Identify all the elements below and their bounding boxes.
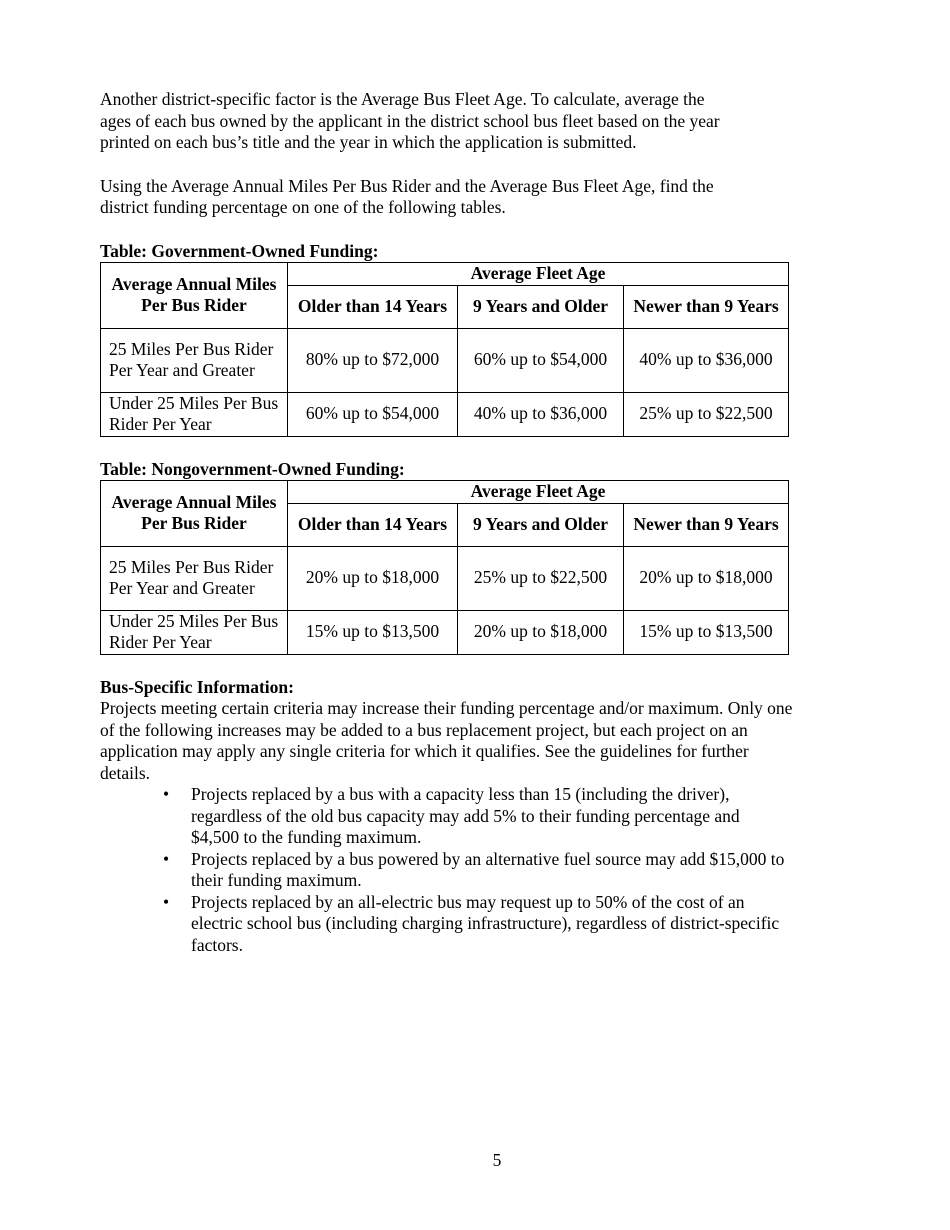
column-header: Older than 14 Years: [288, 285, 458, 328]
table-row: [101, 546, 789, 610]
row-label: 25 Miles Per Bus Rider Per Year and Greater: [101, 328, 288, 392]
row-header: Average Annual Miles Per Bus Rider: [101, 263, 288, 329]
table-cell: 80% up to $72,000: [288, 328, 458, 392]
table-cell: 40% up to $36,000: [624, 328, 789, 392]
table-cell: 20% up to $18,000: [458, 610, 624, 654]
table-cell: 15% up to $13,500: [288, 610, 458, 654]
column-header: 9 Years and Older: [458, 285, 624, 328]
list-item-text: Projects replaced by an all-electric bus may request up to 50% of the cost of an electric school bus (including charging infrastructure), regardless of district-specific factors.: [191, 891, 780, 955]
criteria-list: [100, 784, 800, 956]
bullet-icon: •: [163, 784, 170, 804]
table-cell: 60% up to $54,000: [288, 392, 458, 436]
group-header-fleet-age: Average Fleet Age: [288, 481, 789, 504]
table-cell: 25% up to $22,500: [458, 546, 624, 610]
column-header: Newer than 9 Years: [624, 503, 789, 546]
list-item-text: Projects replaced by a bus powered by an alternative fuel source may add $15,000 to their funding maximum.: [191, 848, 785, 890]
table-title-government: Table: Government-Owned Funding:: [100, 240, 379, 261]
column-header: Older than 14 Years: [288, 503, 458, 546]
bullet-icon: •: [163, 848, 170, 869]
group-header-fleet-age: Average Fleet Age: [288, 263, 789, 286]
row-label: 25 Miles Per Bus Rider Per Year and Greater: [101, 546, 288, 610]
table-cell: 60% up to $54,000: [458, 328, 624, 392]
table-cell: 15% up to $13,500: [624, 610, 789, 654]
table-title-nongovernment: Table: Nongovernment-Owned Funding:: [100, 458, 405, 479]
list-item: [100, 849, 791, 892]
bullet-icon: •: [163, 891, 170, 912]
nongovernment-funding-table: [100, 480, 789, 655]
row-label: Under 25 Miles Per Bus Rider Per Year: [101, 392, 288, 436]
column-header: 9 Years and Older: [458, 503, 624, 546]
page-number: 5: [492, 1150, 502, 1170]
government-funding-table: [100, 262, 789, 437]
table-cell: 25% up to $22,500: [624, 392, 789, 436]
section-heading-bus-specific: Bus-Specific Information:: [100, 676, 294, 697]
table-cell: 20% up to $18,000: [288, 546, 458, 610]
intro-paragraph-funding-lookup: Using the Average Annual Miles Per Bus Rider and the Average Bus Fleet Age, find the district funding percentage on one of the following tables.: [100, 175, 714, 217]
bus-specific-paragraph: Projects meeting certain criteria may increase their funding percentage and/or maximum. Only one of the following increases may be added to a bus replacement project, but each project on an application may apply any single criteria for which it qualifies. See the guidelines for further details.: [100, 698, 793, 783]
table-row: [101, 328, 789, 392]
row-label: Under 25 Miles Per Bus Rider Per Year: [101, 610, 288, 654]
table-row: [101, 392, 789, 436]
table-cell: 20% up to $18,000: [624, 546, 789, 610]
column-header: Newer than 9 Years: [624, 285, 789, 328]
row-header: Average Annual Miles Per Bus Rider: [101, 481, 288, 547]
list-item: [100, 892, 791, 957]
list-item-text: Projects replaced by a bus with a capacity less than 15 (including the driver), regardless of the old bus capacity may add 5% to their funding percentage and $4,500 to the funding maximum.: [191, 784, 740, 847]
table-cell: 40% up to $36,000: [458, 392, 624, 436]
document-page: [100, 89, 800, 956]
table-row: [101, 610, 789, 654]
list-item: [100, 784, 791, 849]
intro-paragraph-fleet-age: Another district-specific factor is the Average Bus Fleet Age. To calculate, average the ages of each bus owned by the applicant in the district school bus fleet based on the year printed on each bus’s title and the year in which the application is submitted.: [100, 89, 720, 152]
